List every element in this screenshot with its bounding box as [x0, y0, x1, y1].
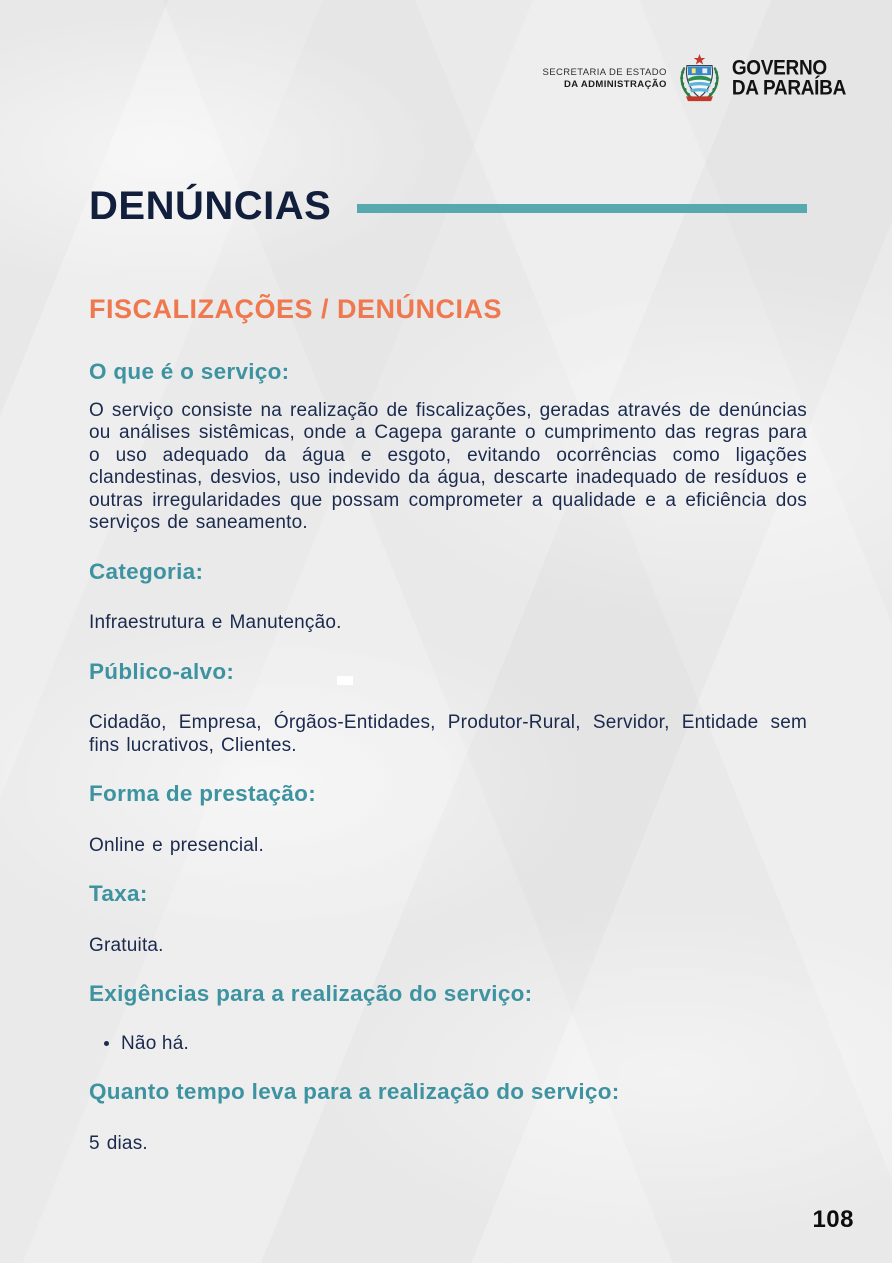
section-heading-categoria: Categoria: [89, 558, 204, 584]
whiteout-patch [337, 676, 353, 685]
section-body-o-que-e: O serviço consiste na realização de fiscalizações, geradas através de denúncias ou análises sistêmicas, onde a Cagepa garante o cumprimento das regras para o uso adequado da água e esgoto, evitando ocorrências como ligações clandestinas, desvios, uso indevido da água, descarte inadequado de resíduos e outras irregularidades que possam comprometer a qualidade e a eficiência dos serviços de saneamento. [89, 399, 807, 533]
section-body-publico-alvo: Cidadão, Empresa, Órgãos-Entidades, Produtor-Rural, Servidor, Entidade sem fins lucrativos, Clientes. [89, 712, 807, 756]
page-title: DENÚNCIAS [89, 184, 332, 228]
section-body-taxa: Gratuita. [89, 934, 164, 956]
letterhead [543, 53, 846, 105]
section-heading-taxa: Taxa: [89, 881, 148, 906]
section-heading-forma-de-prestacao: Forma de prestação: [89, 781, 317, 806]
section-heading-quanto-tempo: Quanto tempo leva para a realização do serviço: [89, 1079, 620, 1104]
secretariat-line1: SECRETARIA DE ESTADO [542, 67, 667, 79]
government-line1: GOVERNO [731, 56, 827, 81]
section-body-quanto-tempo: 5 dias. [89, 1132, 148, 1154]
section-body-categoria: Infraestrutura e Manutenção. [89, 612, 342, 633]
section-heading-exigencias: Exigências para a realização do serviço: [89, 981, 533, 1006]
government-wordmark [731, 56, 846, 101]
secretariat-line2: DA ADMINISTRAÇÃO [564, 79, 667, 90]
paraiba-coat-of-arms-icon [676, 53, 723, 105]
page-number: 108 [812, 1206, 854, 1233]
service-title: FISCALIZAÇÕES / DENÚNCIAS [89, 294, 503, 324]
section-body-forma-de-prestacao: Online e presencial. [89, 834, 264, 856]
main-content [89, 186, 807, 1155]
title-rule [357, 204, 807, 213]
section-heading-publico-alvo: Público-alvo: [89, 658, 235, 684]
government-line2: DA PARAÍBA [731, 76, 846, 101]
secretariat-text [543, 67, 667, 91]
title-row [89, 186, 807, 226]
requirements-list [89, 1033, 807, 1056]
requirement-item: • Não há. [121, 1033, 807, 1056]
section-heading-o-que-e: O que é o serviço: [89, 359, 290, 384]
